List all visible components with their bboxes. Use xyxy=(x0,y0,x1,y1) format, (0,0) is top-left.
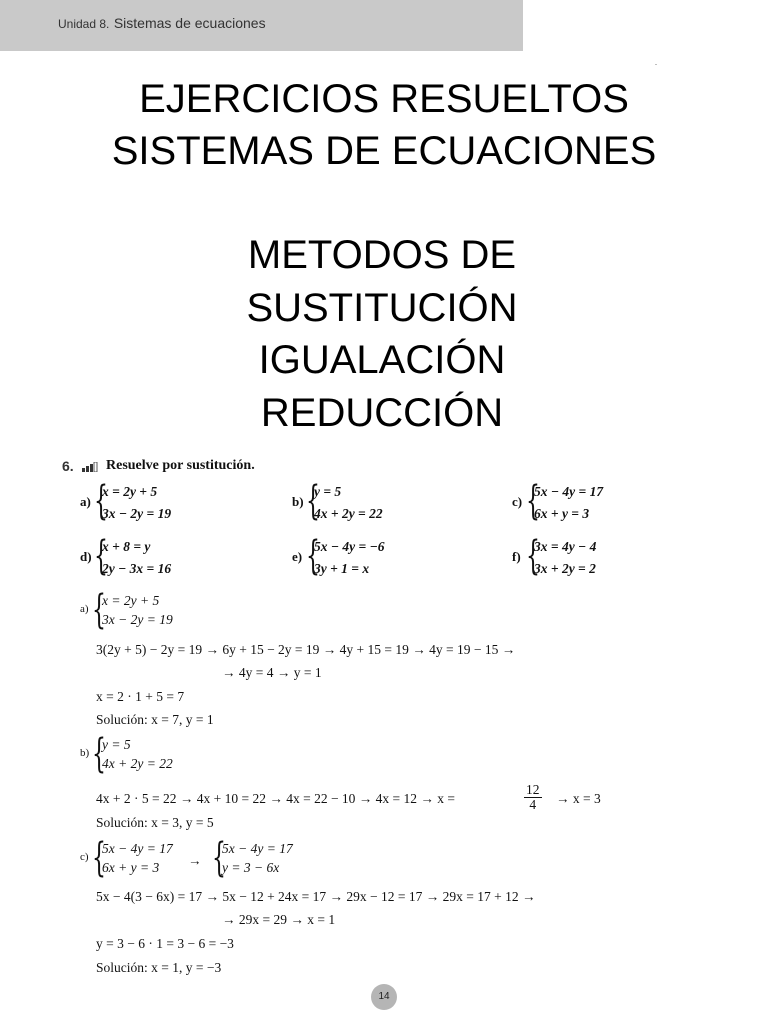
brace-icon: { xyxy=(94,533,108,579)
brace-icon: { xyxy=(92,731,106,777)
fraction-numerator: 12 xyxy=(526,782,540,797)
equation-1: y = 5 xyxy=(102,737,131,752)
brace-icon: { xyxy=(212,835,226,881)
equation-2: 3x + 2y = 2 xyxy=(534,561,596,576)
equation-2: 2y − 3x = 16 xyxy=(102,561,172,576)
brace-icon: { xyxy=(306,478,320,524)
methods-line-4: REDUCCIÓN xyxy=(260,391,504,435)
equation-2: 4x + 2y = 22 xyxy=(102,756,173,771)
methods-line-2: SUSTITUCIÓN xyxy=(246,286,518,330)
brace-icon: { xyxy=(526,533,540,579)
solution-c-arrow: → xyxy=(188,853,202,868)
equation-2: 3x − 2y = 19 xyxy=(102,612,173,627)
solution-a-step-2: → 4y = 4 → y = 1 xyxy=(222,665,322,680)
solution-b-result: Solución: x = 3, y = 5 xyxy=(96,815,214,830)
exercise-statement: Resuelve por sustitución. xyxy=(106,458,255,473)
fraction-denominator: 4 xyxy=(529,797,537,812)
equation-2: 6x + y = 3 xyxy=(534,506,590,521)
solution-c-step-1: 5x − 4(3 − 6x) = 17 → 5x − 12 + 24x = 17 → 29x − 12 = 17 → 29x = 17 + 12 → xyxy=(96,889,536,904)
header-text xyxy=(58,15,266,33)
solution-b-step-1: 4x + 2 · 5 = 22 → 4x + 10 = 22 → 4x = 22 − 10 → 4x = 12 → x = xyxy=(96,791,456,806)
system-label: a) xyxy=(80,603,89,615)
equation-1: y = 5 xyxy=(314,484,342,499)
solution-a-result: Solución: x = 7, y = 1 xyxy=(96,712,214,727)
system-label: d) xyxy=(80,549,92,564)
solution-b-step-1-end: → x = 3 xyxy=(556,791,601,806)
equation-1: 5x − 4y = 17 xyxy=(102,841,173,856)
solution-c-result: Solución: x = 1, y = −3 xyxy=(96,960,222,975)
brace-icon: { xyxy=(94,478,108,524)
equation-2: y = 3 − 6x xyxy=(222,860,280,875)
system-label: b) xyxy=(80,747,90,759)
equation-1: x = 2y + 5 xyxy=(102,593,160,608)
unit-label: Unidad 8. xyxy=(58,17,110,31)
methods-line-3: IGUALACIÓN xyxy=(258,338,506,382)
brace-icon: { xyxy=(92,587,106,633)
equation-2: 3x − 2y = 19 xyxy=(102,506,172,521)
solution-a-step-3: x = 2 · 1 + 5 = 7 xyxy=(96,689,185,704)
fraction-12-over-4 xyxy=(524,783,542,812)
equation-1: 5x − 4y = 17 xyxy=(534,484,604,499)
small-mark: . xyxy=(655,58,657,67)
equation-1: 5x − 4y = −6 xyxy=(314,539,385,554)
equation-1: x + 8 = y xyxy=(102,539,151,554)
equation-1: x = 2y + 5 xyxy=(102,484,158,499)
system-label: a) xyxy=(80,494,91,509)
system-label: f) xyxy=(512,549,521,564)
system-label: c) xyxy=(512,494,523,509)
unit-title: Sistemas de ecuaciones xyxy=(113,15,266,31)
page-number: 14 xyxy=(371,984,397,1010)
system-label: c) xyxy=(80,851,89,863)
equation-2: 6x + y = 3 xyxy=(102,860,160,875)
equation-1: 5x − 4y = 17 xyxy=(222,841,293,856)
page-header xyxy=(0,0,523,51)
solution-a-step-1: 3(2y + 5) − 2y = 19 → 6y + 15 − 2y = 19 → 4y + 15 = 19 → 4y = 19 − 15 → xyxy=(96,642,516,657)
brace-icon: { xyxy=(92,835,106,881)
equation-1: 3x = 4y − 4 xyxy=(534,539,597,554)
brace-icon: { xyxy=(526,478,540,524)
title-line-1: EJERCICIOS RESUELTOS xyxy=(139,77,629,121)
brace-icon: { xyxy=(306,533,320,579)
methods-line-1: METODOS DE xyxy=(247,233,517,277)
difficulty-icon xyxy=(82,462,102,472)
solution-c-step-2: → 29x = 29 → x = 1 xyxy=(222,912,336,927)
solution-c-step-3: y = 3 − 6 · 1 = 3 − 6 = −3 xyxy=(96,936,234,951)
equation-2: 4x + 2y = 22 xyxy=(314,506,383,521)
exercise-number: 6. xyxy=(62,458,74,474)
system-label: b) xyxy=(292,494,304,509)
system-label: e) xyxy=(292,549,303,564)
title-line-2: SISTEMAS DE ECUACIONES xyxy=(111,129,657,173)
equation-2: 3y + 1 = x xyxy=(314,561,370,576)
